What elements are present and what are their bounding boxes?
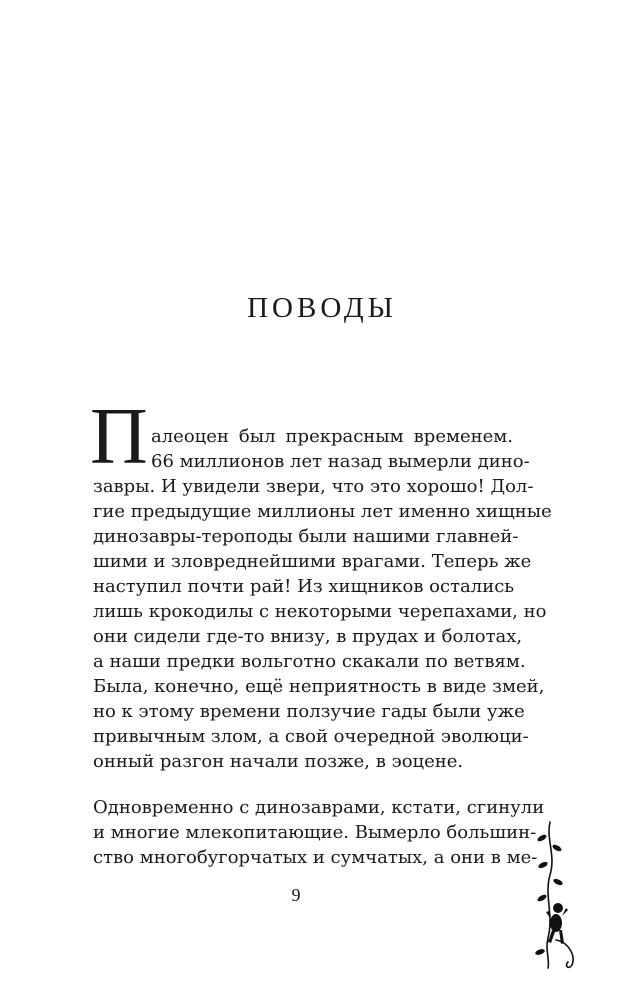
text-line: они сидели где-то внизу, в прудах и болотах, <box>93 626 523 647</box>
text-line: гие предыдущие миллионы лет именно хищные <box>93 501 552 522</box>
text-line: динозавры-тероподы были нашими главней- <box>93 526 519 547</box>
text-line: но к этому времени ползучие гады были уже <box>93 701 525 722</box>
drop-cap: П <box>90 393 148 481</box>
text-line: и многие млекопитающие. Вымерло большин- <box>93 822 537 843</box>
text-line: Была, конечно, ещё неприятность в виде змей, <box>93 676 545 697</box>
text-line: наступил почти рай! Из хищников остались <box>93 576 515 597</box>
text-line: привычным злом, а свой очередной эволюци- <box>93 726 529 747</box>
text-line: алеоцен был прекрасным временем. <box>151 426 513 447</box>
text-line: а наши предки вольготно скакали по ветвям. <box>93 651 526 672</box>
chapter-title: ПОВОДЫ <box>247 292 397 324</box>
text-line: онный разгон начали позже, в эоцене. <box>93 751 464 772</box>
text-line: 66 миллионов лет назад вымерли дино- <box>151 451 530 472</box>
text-line: ство многобугорчатых и сумчатых, а они в ме- <box>93 847 538 868</box>
text-line: шими и зловреднейшими врагами. Теперь же <box>93 551 532 572</box>
text-line: лишь крокодилы с некоторыми черепахами, но <box>93 601 547 622</box>
page-number: 9 <box>291 885 301 905</box>
text-line: Одновременно с динозаврами, кстати, сгинули <box>93 797 545 818</box>
monkey-on-vine-icon <box>528 820 588 970</box>
text-line: завры. И увидели звери, что это хорошо! Дол- <box>93 476 534 497</box>
